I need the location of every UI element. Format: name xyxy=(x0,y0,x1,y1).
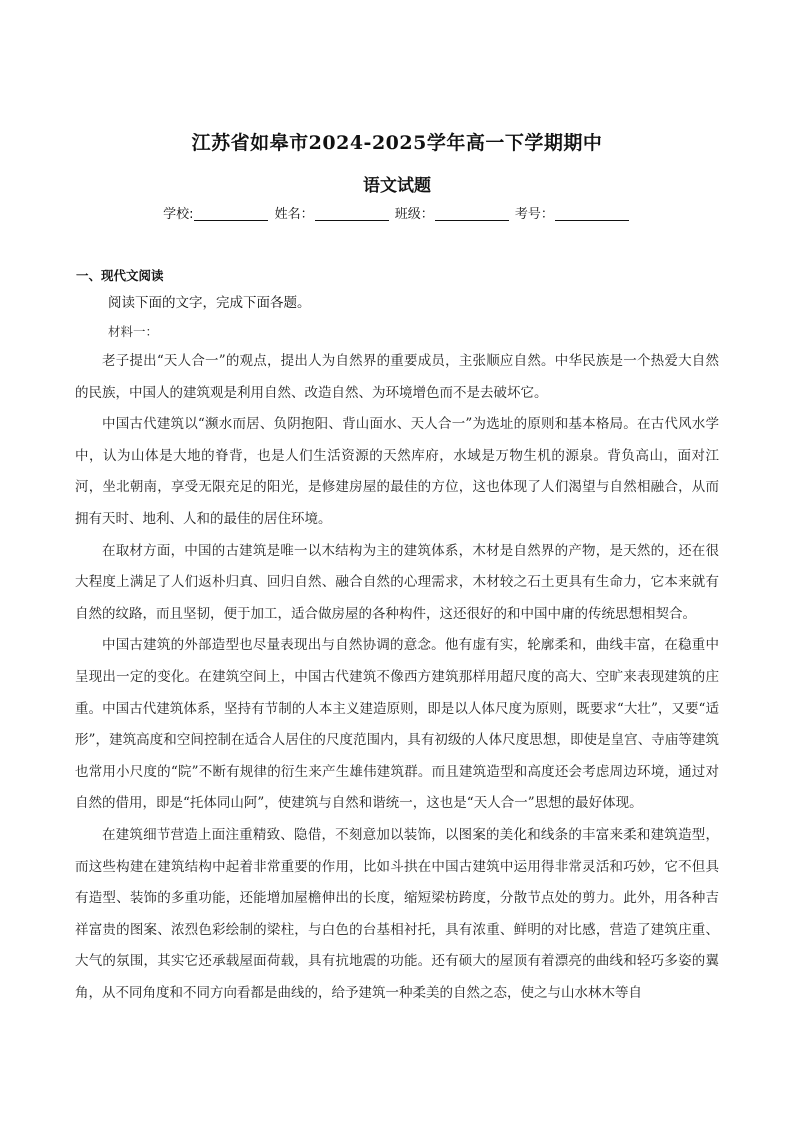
section-heading: 一、现代文阅读 xyxy=(76,268,164,283)
school-label: 学校: xyxy=(163,207,194,222)
passage-paragraph: 中国古建筑的外部造型也尽量表现出与自然协调的意念。他有虚有实，轮廓柔和，曲线丰富，在稳重中呈现出一定的变化。在建筑空间上，中国古代建筑不像西方建筑那样用超尺度的高大、空旷来表现建筑的庄重。中国古代建筑体系，坚持有节制的人本主义建造原则，即是以人体尺度为原则，既要求“大壮”，又要“适形”，建筑高度和空间控制在适合人居住的尺度范围内，具有初级的人体尺度思想，即使是皇宫、寺庙等建筑也常用小尺度的“院”不断有规律的衍生来产生雄伟建筑群。而且建筑造型和高度还会考虑周边环境，通过对自然的借用，即是“托体同山阿”，使建筑与自然和谐统一，这也是“天人合一”思想的最好体现。 xyxy=(75,637,719,812)
exam-subtitle: 语文试题 xyxy=(363,176,431,196)
student-info-row xyxy=(0,203,794,222)
name-label: 姓名： xyxy=(274,207,314,222)
passage-paragraph: 老子提出“天人合一”的观点，提出人为自然界的重要成员，主张顺应自然。中华民族是一个热爱大自然的民族，中国人的建筑观是利用自然、改造自然、为环境增色而不是去破坏它。 xyxy=(75,353,719,401)
passage-paragraph: 中国古代建筑以“濒水而居、负阴抱阳、背山面水、天人合一”为选址的原则和基本格局。在古代风水学中，认为山体是大地的脊背，也是人们生活资源的天然库府，水域是万物生机的源泉。背负高山，面对江河，坐北朝南，享受无限充足的阳光，是修建房屋的最佳的方位，这也体现了人们渴望与自然相融合，从而拥有天时、地利、人和的最佳的居住环境。 xyxy=(75,416,719,527)
exam-number-blank[interactable] xyxy=(555,206,629,221)
exam-title: 江苏省如皋市2024-2025学年高一下学期期中 xyxy=(191,132,603,154)
reading-instruction: 阅读下面的文字，完成下面各题。 xyxy=(108,295,311,311)
class-blank[interactable] xyxy=(435,206,509,221)
exam-number-label: 考号： xyxy=(514,207,554,222)
school-blank[interactable] xyxy=(194,206,268,221)
passage-paragraph: 在取材方面，中国的古建筑是唯一以木结构为主的建筑体系，木材是自然界的产物，是天然的，还在很大程度上满足了人们返朴归真、回归自然、融合自然的心理需求，木材较之石土更具有生命力，它本来就有自然的纹路，而且坚韧，便于加工，适合做房屋的各种构件，这还很好的和中国中庸的传统思想相契合。 xyxy=(75,542,719,622)
name-blank[interactable] xyxy=(315,206,389,221)
material-label: 材料一： xyxy=(108,324,159,339)
class-label: 班级： xyxy=(394,207,434,222)
passage-paragraph: 在建筑细节营造上面注重精致、隐借，不刻意加以装饰，以图案的美化和线条的丰富来柔和建筑造型，而这些构建在建筑结构中起着非常重要的作用，比如斗拱在中国古建筑中运用得非常灵活和巧妙，它不但具有造型、装饰的多重功能，还能增加屋檐伸出的长度，缩短梁枋跨度，分散节点处的剪力。此外，用各种吉祥富贵的图案、浓烈色彩绘制的梁柱，与白色的台基相衬托，具有浓重、鲜明的对比感，营造了建筑庄重、大气的氛围，其实它还承载屋面荷载，具有抗地震的功能。还有硕大的屋顶有着漂亮的曲线和轻巧多姿的翼角，从不同角度和不同方向看都是曲线的，给予建筑一种柔美的自然之态，使之与山水林木等自 xyxy=(75,826,719,1001)
passage-body xyxy=(75,346,719,1009)
